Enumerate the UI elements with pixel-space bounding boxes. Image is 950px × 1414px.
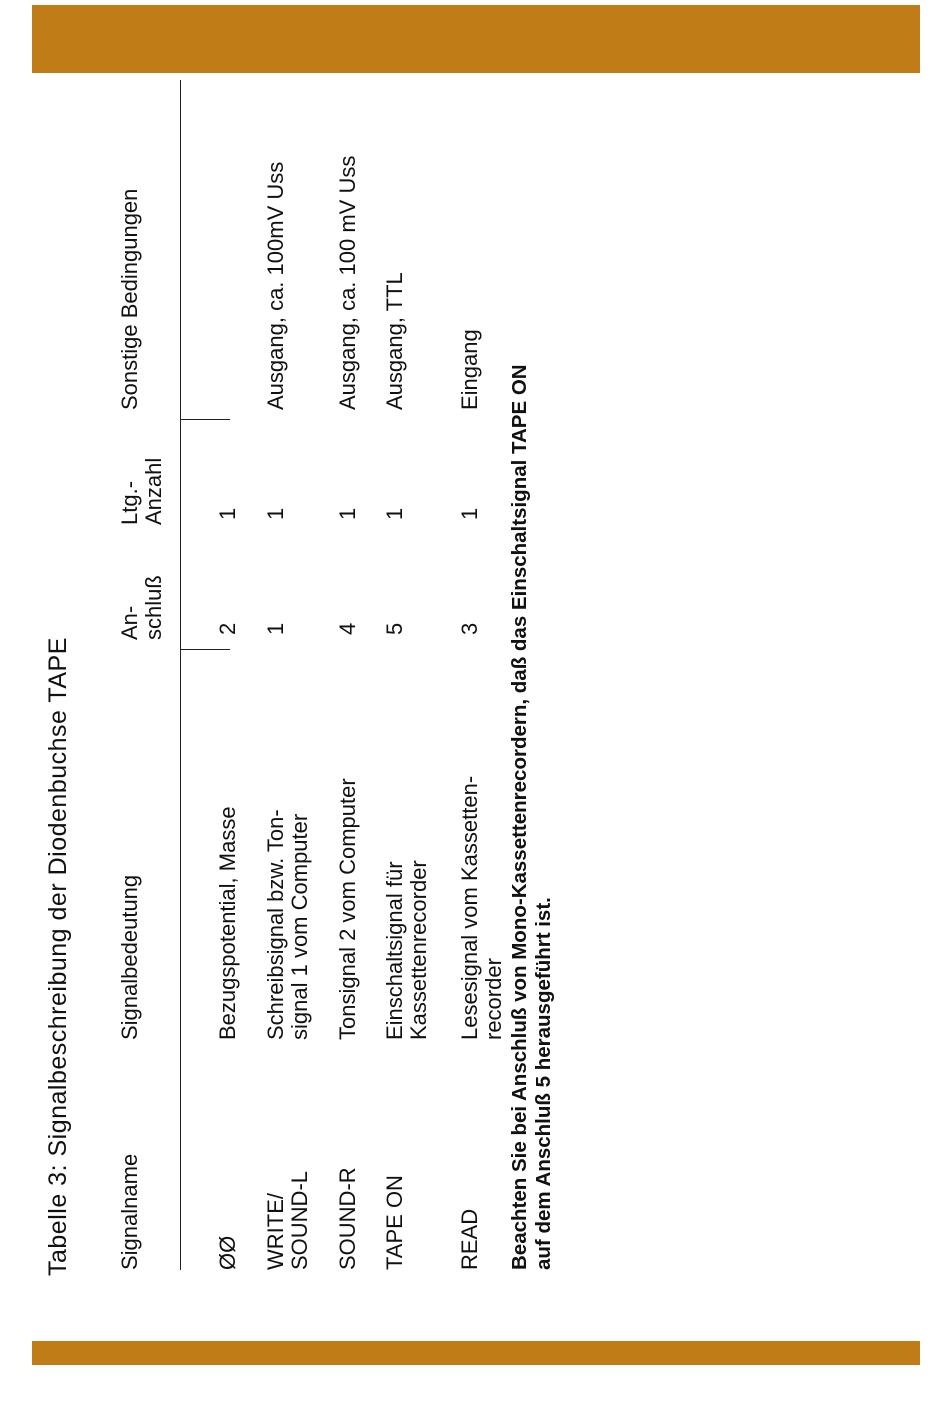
row2-signalname-line1: WRITE/ <box>263 1193 288 1270</box>
table-title: Tabelle 3: Signalbeschreibung der Diodenbuchse TAPE <box>44 637 72 1276</box>
header-anschluss-line1: An- <box>117 605 142 640</box>
row4-signalname: TAPE ON <box>382 1175 407 1270</box>
note-line2: auf dem Anschluß 5 herausgeführt ist. <box>532 897 555 1270</box>
row5-bedingungen: Eingang <box>457 329 482 410</box>
header-anschluss <box>118 575 166 640</box>
row5-signalbedeutung-line1: Lesesignal vom Kassetten- <box>457 775 482 1040</box>
row2-signalbedeutung <box>264 809 312 1040</box>
row3-anschluss: 4 <box>335 622 360 635</box>
header-ltg-anzahl-line1: Ltg.- <box>117 480 142 525</box>
row3-signalbedeutung: Tonsignal 2 vom Computer <box>335 778 360 1040</box>
row5-signalbedeutung <box>458 776 506 1040</box>
header-signalbedeutung: Signalbedeutung <box>117 874 142 1040</box>
row4-signalbedeutung-line2: Kassettenrecorder <box>406 860 431 1040</box>
header-rule <box>180 80 181 1270</box>
row4-ltg-anzahl: 1 <box>382 507 407 520</box>
bottom-color-band <box>32 1341 920 1365</box>
header-divider-2 <box>180 419 230 420</box>
header-signalname: Signalname <box>117 1153 142 1270</box>
row1-ltg-anzahl: 1 <box>215 507 240 520</box>
row2-signalname <box>264 1171 312 1270</box>
header-divider-1 <box>180 649 230 650</box>
row4-anschluss: 5 <box>382 622 407 635</box>
row3-ltg-anzahl: 1 <box>335 507 360 520</box>
row2-signalbedeutung-line1: Schreibsignal bzw. Ton- <box>263 809 288 1040</box>
row3-signalname: SOUND-R <box>335 1167 360 1270</box>
header-ltg-anzahl-line2: Anzahl <box>141 457 166 525</box>
row3-bedingungen: Ausgang, ca. 100 mV Uss <box>335 155 360 410</box>
rotated-table-page <box>40 80 592 1280</box>
row1-anschluss: 2 <box>215 622 240 635</box>
row5-anschluss: 3 <box>457 622 482 635</box>
row5-signalname: READ <box>457 1208 482 1270</box>
row2-bedingungen: Ausgang, ca. 100mV Uss <box>263 161 288 410</box>
top-color-band <box>32 5 920 73</box>
row2-signalname-line2: SOUND-L <box>287 1170 312 1270</box>
row5-ltg-anzahl: 1 <box>457 507 482 520</box>
row2-ltg-anzahl: 1 <box>263 507 288 520</box>
row1-signalbedeutung: Bezugspotential, Masse <box>215 806 240 1040</box>
header-ltg-anzahl <box>118 458 166 525</box>
row2-anschluss: 1 <box>263 622 288 635</box>
row4-bedingungen: Ausgang, TTL <box>382 272 407 410</box>
row1-signalname: ØØ <box>215 1235 240 1270</box>
header-sonstige-bedingungen: Sonstige Bedingungen <box>117 188 142 410</box>
row5-signalbedeutung-line2: recorder <box>481 958 506 1040</box>
note-line1: Beachten Sie bei Anschluß von Mono-Kassettenrecordern, daß das Einschaltsignal TAPE ON <box>508 364 531 1270</box>
row2-signalbedeutung-line2: signal 1 vom Computer <box>287 813 312 1040</box>
connection-note <box>508 364 556 1270</box>
header-anschluss-line2: schluß <box>141 575 166 640</box>
row4-signalbedeutung <box>383 860 431 1040</box>
row4-signalbedeutung-line1: Einschaltsignal für <box>382 861 407 1040</box>
